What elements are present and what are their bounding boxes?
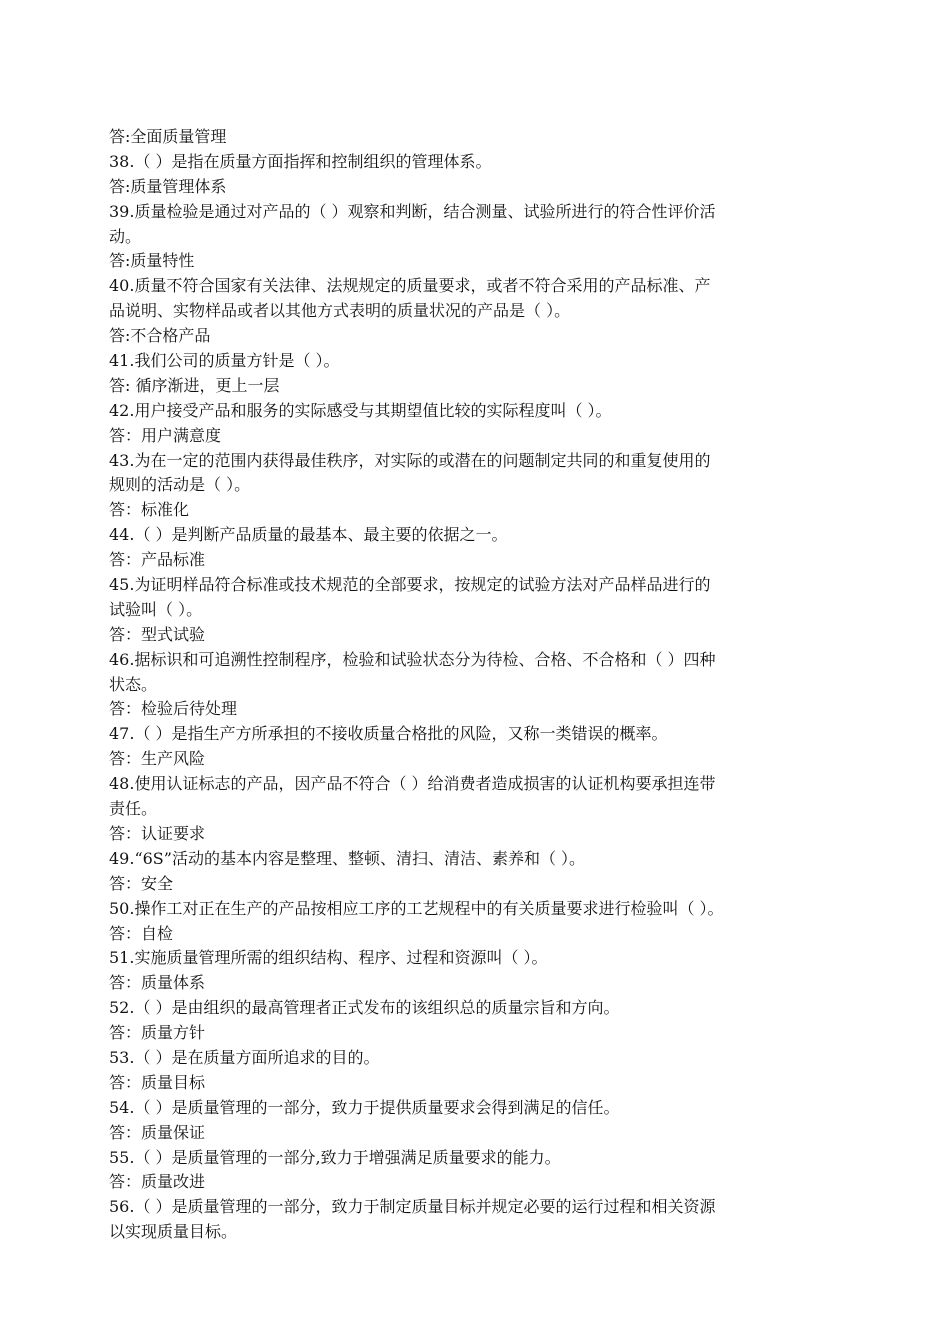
question-39-line-2: 动。 xyxy=(109,226,142,246)
answer-48: 答：认证要求 xyxy=(109,823,206,843)
question-46-line-2: 状态。 xyxy=(109,674,158,694)
question-40-line-1: 40.质量不符合国家有关法律、法规规定的质量要求，或者不符合采用的产品标准、产 xyxy=(109,276,711,296)
answer-41: 答: 循序渐进，更上一层 xyxy=(109,375,280,395)
answer-51: 答：质量体系 xyxy=(109,973,206,993)
answer-49: 答：安全 xyxy=(109,873,174,893)
question-38: 38.（ ）是指在质量方面指挥和控制组织的管理体系。 xyxy=(109,151,492,171)
answer-45: 答：型式试验 xyxy=(109,624,206,644)
answer-38: 答:质量管理体系 xyxy=(109,176,227,196)
question-51: 51.实施质量管理所需的组织结构、程序、过程和资源叫（ ）。 xyxy=(109,948,548,968)
answer-37: 答:全面质量管理 xyxy=(109,127,227,146)
question-48-line-1: 48.使用认证标志的产品，因产品不符合（ ）给消费者造成损害的认证机构要承担连带 xyxy=(109,774,716,794)
question-41: 41.我们公司的质量方针是（ ）。 xyxy=(109,351,340,371)
question-52: 52.（ ）是由组织的最高管理者正式发布的该组织总的质量宗旨和方向。 xyxy=(109,998,620,1018)
question-39-line-1: 39.质量检验是通过对产品的（ ）观察和判断，结合测量、试验所进行的符合性评价活 xyxy=(109,201,716,221)
answer-50: 答：自检 xyxy=(109,923,174,943)
answer-43: 答：标准化 xyxy=(109,500,190,520)
question-43-line-2: 规则的活动是（ ）。 xyxy=(109,475,251,495)
answer-55: 答：质量改进 xyxy=(109,1172,206,1192)
question-54: 54.（ ）是质量管理的一部分，致力于提供质量要求会得到满足的信任。 xyxy=(109,1097,620,1117)
question-45-line-1: 45.为证明样品符合标准或技术规范的全部要求，按规定的试验方法对产品样品进行的 xyxy=(109,575,711,595)
question-55: 55.（ ）是质量管理的一部分,致力于增强满足质量要求的能力。 xyxy=(109,1147,561,1167)
answer-52: 答：质量方针 xyxy=(109,1023,206,1043)
answer-40: 答:不合格产品 xyxy=(109,326,211,346)
question-40-line-2: 品说明、实物样品或者以其他方式表明的质量状况的产品是（ ）。 xyxy=(109,301,571,321)
answer-46: 答：检验后待处理 xyxy=(109,699,238,719)
question-56-line-2: 以实现质量目标。 xyxy=(109,1222,238,1242)
question-44: 44.（ ）是判断产品质量的最基本、最主要的依据之一。 xyxy=(109,525,508,545)
question-56-line-1: 56.（ ）是质量管理的一部分，致力于制定质量目标并规定必要的运行过程和相关资源 xyxy=(109,1197,716,1217)
question-53: 53.（ ）是在质量方面所追求的目的。 xyxy=(109,1047,380,1067)
answer-53: 答：质量目标 xyxy=(109,1072,206,1092)
answer-39: 答:质量特性 xyxy=(109,251,195,271)
question-45-line-2: 试验叫（ ）。 xyxy=(109,599,203,619)
question-50: 50.操作工对正在生产的产品按相应工序的工艺规程中的有关质量要求进行检验叫（ ）。 xyxy=(109,898,724,918)
answer-44: 答：产品标准 xyxy=(109,550,206,570)
answer-42: 答：用户满意度 xyxy=(109,425,222,445)
question-49: 49.“6S”活动的基本内容是整理、整顿、清扫、清洁、素养和（ ）。 xyxy=(109,848,586,868)
question-43-line-1: 43.为在一定的范围内获得最佳秩序，对实际的或潜在的问题制定共同的和重复使用的 xyxy=(109,450,711,470)
answer-47: 答：生产风险 xyxy=(109,749,206,769)
answer-54: 答：质量保证 xyxy=(109,1122,206,1142)
question-48-line-2: 责任。 xyxy=(109,799,158,819)
document-body xyxy=(109,125,849,1245)
question-46-line-1: 46.据标识和可追溯性控制程序，检验和试验状态分为待检、合格、不合格和（ ）四种 xyxy=(109,649,716,669)
question-47: 47.（ ）是指生产方所承担的不接收质量合格批的风险，又称一类错误的概率。 xyxy=(109,724,668,744)
question-42: 42.用户接受产品和服务的实际感受与其期望值比较的实际程度叫（ ）。 xyxy=(109,400,612,420)
